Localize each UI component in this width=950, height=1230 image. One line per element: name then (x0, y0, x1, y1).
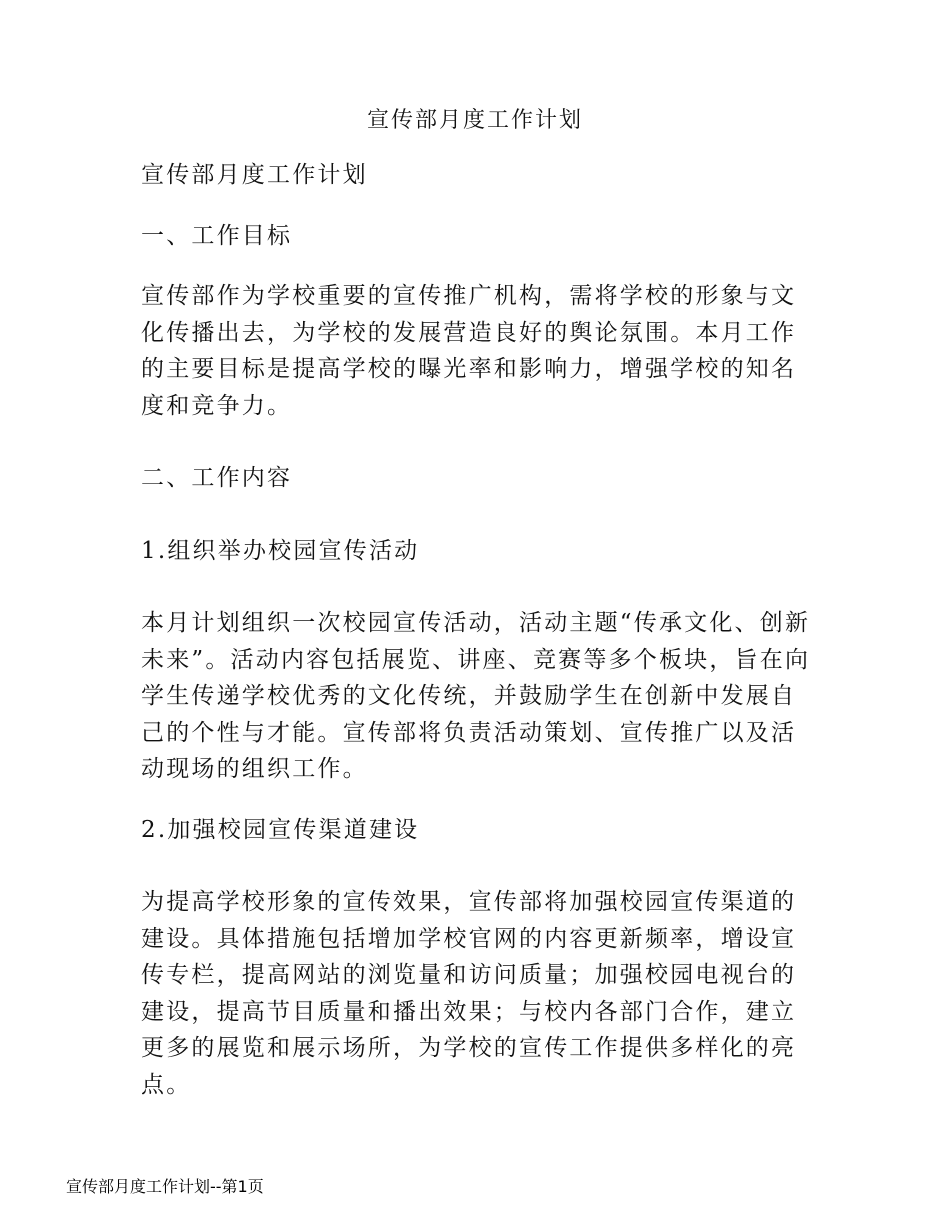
subsection-paragraph-campus-activity: 本月计划组织一次校园宣传活动，活动主题“传承文化、创新未来”。活动内容包括展览、讲座、竞赛等多个板块，旨在向学生传递学校优秀的文化传统，并鼓励学生在创新中发展自己的个性与才能。宣传部将负责活动策划、宣传推广以及活动现场的组织工作。 (141, 610, 811, 782)
section-heading-goals: 一、工作目标 (141, 222, 293, 249)
subsection-heading-channels: 2.加强校园宣传渠道建设 (141, 816, 420, 843)
section-paragraph-goals: 宣传部作为学校重要的宣传推广机构，需将学校的形象与文化传播出去，为学校的发展营造良好的舆论氛围。本月工作的主要目标是提高学校的曝光率和影响力，增强学校的知名度和竞争力。 (141, 283, 797, 419)
page-title: 宣传部月度工作计划 (366, 108, 583, 133)
subsection-paragraph-channels: 为提高学校形象的宣传效果，宣传部将加强校园宣传渠道的建设。具体措施包括增加学校官网的内容更新频率，增设宣传专栏，提高网站的浏览量和访问质量；加强校园电视台的建设，提高节目质量和播出效果；与校内各部门合作，建立更多的展览和展示场所，为学校的宣传工作提供多样化的亮点。 (141, 889, 797, 1098)
section-heading-content: 二、工作内容 (141, 465, 293, 491)
document-subtitle: 宣传部月度工作计划 (141, 162, 368, 188)
subsection-heading-campus-activity: 1.组织举办校园宣传活动 (141, 537, 420, 564)
document-body (141, 157, 813, 1103)
page-footer: 宣传部月度工作计划--第1页 (66, 1177, 264, 1196)
